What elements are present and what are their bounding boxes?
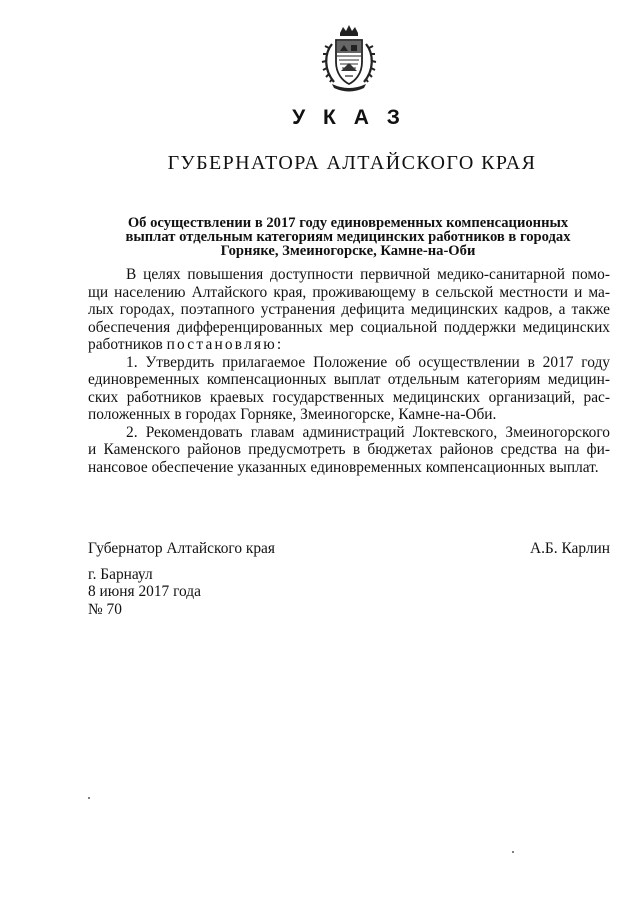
item-1-line: положенных в городах Горняке, Змеиногорске, Камне-на-Оби.	[88, 406, 497, 423]
item-2-line: 2. Рекомендовать главам администраций Локтевского, Змеиногорского	[126, 423, 610, 441]
signatory-role: Губернатор Алтайского края	[88, 540, 275, 557]
coat-of-arms-icon	[318, 24, 380, 94]
subject-line: выплат отдельным категориям медицинских работников в городах	[125, 229, 571, 245]
item-1-line: единовременных компенсационных выплат отдельным категориям медицин-	[88, 371, 610, 388]
preamble-line: работников	[88, 336, 163, 353]
preamble-line: щи населению Алтайского края, проживающему в сельской местности и ма-	[88, 283, 610, 301]
decree-body	[88, 266, 610, 476]
issuer-title: ГУБЕРНАТОРА АЛТАЙСКОГО КРАЯ	[167, 152, 537, 174]
preamble-line: обеспечения дифференцированных мер социальной поддержки медицинских	[88, 318, 610, 336]
resolution-word: постановляю:	[166, 336, 284, 353]
item-2-line: и Каменского районов предусмотреть в бюджетах районов средства на фи-	[88, 441, 610, 458]
issue-date: 8 июня 2017 года	[88, 583, 201, 601]
preamble-last-line	[88, 336, 610, 354]
preamble-line: лых городах, поэтапного устранения дефицита медицинских кадров, а также	[88, 301, 610, 318]
item-1-line: ских работников краевых государственных медицинских организаций, рас-	[88, 388, 610, 406]
subject-line: Об осуществлении в 2017 году единовременных компенсационных	[127, 215, 569, 231]
preamble-line: В целях повышения доступности первичной медико-санитарной помо-	[126, 266, 610, 283]
scan-speck	[512, 851, 514, 853]
decree-details	[88, 566, 201, 618]
item-2-line: нансовое обеспечение указанных единовременных компенсационных выплат.	[88, 458, 599, 476]
item-1-line: 1. Утвердить прилагаемое Положение об осуществлении в 2017 году	[126, 353, 610, 371]
issue-city: г. Барнаул	[88, 566, 153, 583]
scan-speck	[88, 797, 90, 799]
subject-line: Горняке, Змеиногорске, Камне-на-Оби	[220, 243, 476, 259]
signatory-name: А.Б. Карлин	[529, 540, 610, 557]
decree-subject	[90, 216, 606, 258]
decree-number: № 70	[88, 600, 122, 618]
document-type-title: У К А З	[292, 106, 406, 129]
